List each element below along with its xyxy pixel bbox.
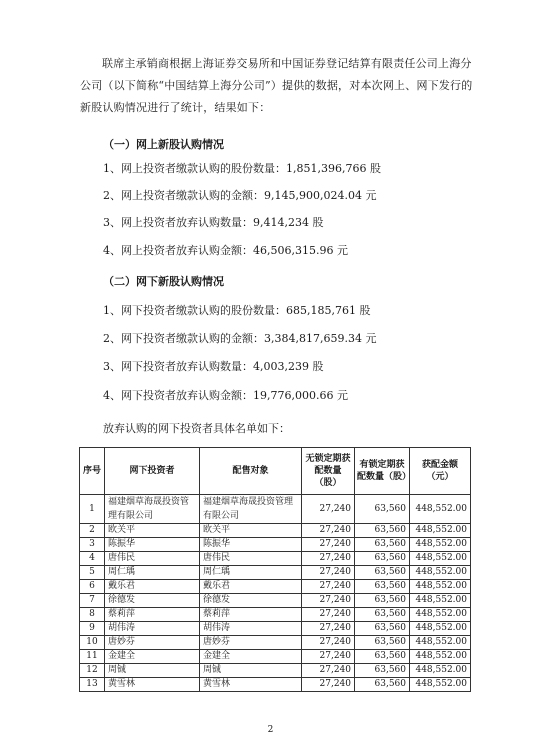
row-allotee: 黄雪林: [200, 678, 302, 692]
row-amount: 448,552.00: [410, 664, 471, 678]
row-investor: 欧关平: [105, 524, 200, 538]
row-allotee: 周铖: [200, 664, 302, 678]
table-row: [80, 608, 471, 622]
table-row: [80, 636, 471, 650]
page-number: 2: [267, 725, 274, 735]
row-locked-qty: 63,560: [355, 566, 410, 580]
row-allotee: 唐伟民: [200, 552, 302, 566]
row-allotee: 周仁瑀: [200, 566, 302, 580]
row-investor: 周铖: [105, 664, 200, 678]
row-investor: 唐妙芬: [105, 636, 200, 650]
row-locked-qty: 63,560: [355, 495, 410, 524]
row-index: 5: [80, 566, 105, 580]
row-investor: 蔡莉萍: [105, 608, 200, 622]
row-allotee: 唐妙芬: [200, 636, 302, 650]
section2-item-2: 2、网下投资者缴款认购的金额：3,384,817,659.34 元: [103, 332, 377, 345]
table-row: [80, 538, 471, 552]
table-row: [80, 650, 471, 664]
row-unlocked-qty: 27,240: [302, 664, 355, 678]
row-index: 6: [80, 580, 105, 594]
row-index: 3: [80, 538, 105, 552]
table-row: [80, 495, 471, 524]
row-unlocked-qty: 27,240: [302, 552, 355, 566]
row-allotee: 徐德发: [200, 594, 302, 608]
row-locked-qty: 63,560: [355, 636, 410, 650]
row-index: 8: [80, 608, 105, 622]
section1-item-1: 1、网上投资者缴款认购的股份数量：1,851,396,766 股: [103, 162, 381, 175]
header-allotee: 配售对象: [200, 448, 302, 495]
table-row: [80, 566, 471, 580]
header-unlocked-qty: 无锁定期获配数量（股）: [302, 448, 355, 495]
row-amount: 448,552.00: [410, 552, 471, 566]
row-locked-qty: 63,560: [355, 538, 410, 552]
table-row: [80, 594, 471, 608]
row-amount: 448,552.00: [410, 636, 471, 650]
table-row: [80, 524, 471, 538]
row-locked-qty: 63,560: [355, 650, 410, 664]
row-amount: 448,552.00: [410, 650, 471, 664]
row-unlocked-qty: 27,240: [302, 678, 355, 692]
row-investor: 福建烟草海晟投资管理有限公司: [105, 495, 200, 524]
row-investor: 黄雪林: [105, 678, 200, 692]
table-header-row: [80, 448, 471, 495]
section2-item-3: 3、网下投资者放弃认购数量：4,003,239 股: [103, 360, 324, 373]
table-row: [80, 552, 471, 566]
header-amount: 获配金额（元）: [410, 448, 471, 495]
row-investor: 金建全: [105, 650, 200, 664]
row-locked-qty: 63,560: [355, 608, 410, 622]
row-allotee: 金建全: [200, 650, 302, 664]
section1-heading: （一）网上新股认购情况: [103, 138, 224, 151]
row-amount: 448,552.00: [410, 538, 471, 552]
row-unlocked-qty: 27,240: [302, 524, 355, 538]
row-amount: 448,552.00: [410, 495, 471, 524]
row-investor: 唐伟民: [105, 552, 200, 566]
row-index: 11: [80, 650, 105, 664]
table-row: [80, 678, 471, 692]
section2-item-4: 4、网下投资者放弃认购金额：19,776,000.66 元: [103, 389, 348, 402]
section1-item-4: 4、网上投资者放弃认购金额：46,506,315.96 元: [103, 244, 348, 257]
intro-paragraph: 联席主承销商根据上海证券交易所和中国证券登记结算有限责任公司上海分公司（以下简称“中国结算上海分公司”）提供的数据，对本次网上、网下发行的新股认购情况进行了统计，结果如下：: [80, 57, 473, 114]
section2-item-1: 1、网下投资者缴款认购的股份数量：685,185,761 股: [103, 304, 371, 317]
row-index: 13: [80, 678, 105, 692]
row-allotee: 福建烟草海晟投资管理有限公司: [200, 495, 302, 524]
row-unlocked-qty: 27,240: [302, 566, 355, 580]
row-unlocked-qty: 27,240: [302, 594, 355, 608]
row-unlocked-qty: 27,240: [302, 538, 355, 552]
row-investor: 周仁瑀: [105, 566, 200, 580]
row-locked-qty: 63,560: [355, 594, 410, 608]
section1-item-3: 3、网上投资者放弃认购数量：9,414,234 股: [103, 216, 324, 229]
row-investor: 陈振华: [105, 538, 200, 552]
row-amount: 448,552.00: [410, 608, 471, 622]
table-row: [80, 664, 471, 678]
row-allotee: 胡伟涛: [200, 622, 302, 636]
table-row: [80, 622, 471, 636]
section2-heading: （二）网下新股认购情况: [103, 275, 224, 288]
table-body: [80, 495, 471, 692]
row-index: 1: [80, 495, 105, 524]
row-index: 12: [80, 664, 105, 678]
row-unlocked-qty: 27,240: [302, 650, 355, 664]
row-amount: 448,552.00: [410, 524, 471, 538]
row-unlocked-qty: 27,240: [302, 608, 355, 622]
table-row: [80, 580, 471, 594]
row-unlocked-qty: 27,240: [302, 622, 355, 636]
row-locked-qty: 63,560: [355, 678, 410, 692]
row-index: 4: [80, 552, 105, 566]
row-index: 10: [80, 636, 105, 650]
row-amount: 448,552.00: [410, 678, 471, 692]
row-investor: 胡伟涛: [105, 622, 200, 636]
row-index: 2: [80, 524, 105, 538]
row-index: 7: [80, 594, 105, 608]
row-allotee: 陈振华: [200, 538, 302, 552]
header-investor: 网下投资者: [105, 448, 200, 495]
row-unlocked-qty: 27,240: [302, 580, 355, 594]
row-investor: 戴乐君: [105, 580, 200, 594]
row-locked-qty: 63,560: [355, 664, 410, 678]
row-index: 9: [80, 622, 105, 636]
row-amount: 448,552.00: [410, 566, 471, 580]
row-allotee: 蔡莉萍: [200, 608, 302, 622]
abandoned-investors-table: [79, 447, 471, 692]
row-amount: 448,552.00: [410, 594, 471, 608]
row-locked-qty: 63,560: [355, 524, 410, 538]
list-intro: 放弃认购的网下投资者具体名单如下：: [103, 422, 290, 435]
row-allotee: 欧关平: [200, 524, 302, 538]
row-amount: 448,552.00: [410, 622, 471, 636]
row-allotee: 戴乐君: [200, 580, 302, 594]
row-investor: 徐德发: [105, 594, 200, 608]
row-locked-qty: 63,560: [355, 580, 410, 594]
row-locked-qty: 63,560: [355, 622, 410, 636]
header-index: 序号: [80, 448, 105, 495]
header-locked-qty: 有锁定期获配数量（股）: [355, 448, 410, 495]
row-unlocked-qty: 27,240: [302, 636, 355, 650]
section1-item-2: 2、网上投资者缴款认购的金额：9,145,900,024.04 元: [103, 189, 377, 202]
row-amount: 448,552.00: [410, 580, 471, 594]
row-unlocked-qty: 27,240: [302, 495, 355, 524]
row-locked-qty: 63,560: [355, 552, 410, 566]
